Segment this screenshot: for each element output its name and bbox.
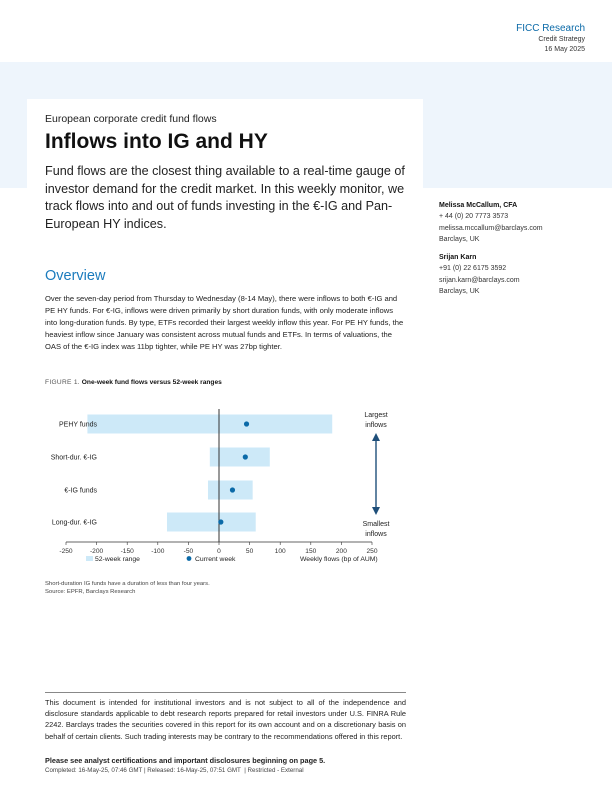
author-phone: +91 (0) 22 6175 3592 [439,265,507,273]
range-bar [87,415,332,434]
figure-notes [45,580,210,596]
legend-swatch-range [86,556,93,561]
arrow-down-icon [372,507,380,515]
annotation-top: Largest [364,412,388,419]
restricted-label: Restricted - External [247,767,304,774]
author-org: Barclays, UK [439,288,480,296]
current-week-point [218,519,223,524]
report-header [516,22,585,55]
annotation-bottom: Smallest [362,521,390,528]
overview-heading: Overview [45,268,106,284]
range-bar [167,513,256,532]
report-title: Inflows into IG and HY [45,130,268,153]
arrow-up-icon [372,433,380,441]
author-email[interactable]: srijan.karn@barclays.com [439,276,520,284]
overview-text: Over the seven-day period from Thursday to Wednesday (8-14 May), there were inflows to both €-IG and PE HY funds. For €-IG, inflows were driven primarily by short duration funds, with only moderate inflows into long-duration funds. By type, ETFs recorded their largest weekly inflow this year. For PE HY funds, the heaviest inflow since January was consistent across mutual funds and ETFs. In terms of valuations, the OAS of the €-IG index was 11bp tighter, while PE HY was 27bp tighter. [45,294,404,351]
category-label: €-IG funds [64,487,97,495]
released-time: Released: 16-May-25, 07:51 GMT [147,767,241,774]
brand-label: FICC Research [516,23,585,34]
x-tick-label: -200 [89,548,104,555]
category-label: PEHY funds [58,421,97,429]
annotation-bottom: inflows [365,531,387,538]
section-label: Credit Strategy [538,36,585,43]
current-week-point [244,421,249,426]
legend-label: 52-week range [95,556,140,563]
annotation-top: inflows [365,422,387,429]
author-name: Srijan Karn [439,254,477,262]
legend-label: Current week [195,556,236,563]
author-phone: + 44 (0) 20 7773 3573 [439,213,509,221]
disclaimer-text: This document is intended for institutional investors and is not subject to all of the independence and disclosure standards applicable to debt research reports prepared for retail investors under U.S. FINRA Rule 2242. Barclays trades the securities covered in this report for its own account and on a discretionary basis on behalf of certain clients. Such trading interests may be contrary to the recommendations offered in this report. [45,698,406,741]
report-summary: Fund flows are the closest thing available to a real-time gauge of investor demand for the credit market. In this weekly monitor, we track flows into and out of funds investing in the €-IG and Pan-European HY indices. [45,164,405,231]
disclosures-link[interactable]: Please see analyst certifications and important disclosures beginning on page 5. [45,756,326,765]
figure-caption [45,379,222,386]
x-tick-label: -250 [59,548,73,555]
author-name: Melissa McCallum, CFA [439,202,518,209]
x-tick-label: 100 [274,548,286,555]
figure-label: FIGURE 1. [45,379,80,386]
x-tick-label: 250 [366,548,378,555]
report-kicker: European corporate credit fund flows [45,113,217,125]
completed-time: Completed: 16-May-25, 07:46 GMT [45,767,143,774]
x-tick-label: -50 [183,548,194,555]
x-tick-label: -150 [120,548,134,555]
current-week-point [230,487,235,492]
author-email[interactable]: melissa.mccallum@barclays.com [439,224,543,232]
figure-note: Short-duration IG funds have a duration of less than four years. [45,581,210,587]
disclaimer-rule [45,692,406,693]
x-tick-label: 200 [335,548,347,555]
fund-flows-chart [40,400,410,570]
footer-meta: Completed: 16-May-25, 07:46 GMT | Released: 16-May-25, 07:51 GMT | Restricted - External [45,767,304,774]
category-label: Short-dur. €-IG [50,454,97,462]
category-label: Long-dur. €-IG [51,519,97,527]
x-axis-title: Weekly flows (bp of AUM) [300,556,378,563]
legend-swatch-point [187,556,192,561]
x-tick-label: 0 [217,548,221,555]
current-week-point [243,454,248,459]
figure-title: One-week fund flows versus 52-week ranges [81,379,222,386]
author-block [439,200,599,297]
report-date: 16 May 2025 [544,46,585,53]
author-org: Barclays, UK [439,235,480,243]
x-tick-label: 150 [305,548,317,555]
x-tick-label: 50 [245,548,254,555]
figure-source: Source: EPFR, Barclays Research [45,589,136,595]
x-tick-label: -100 [151,548,165,555]
